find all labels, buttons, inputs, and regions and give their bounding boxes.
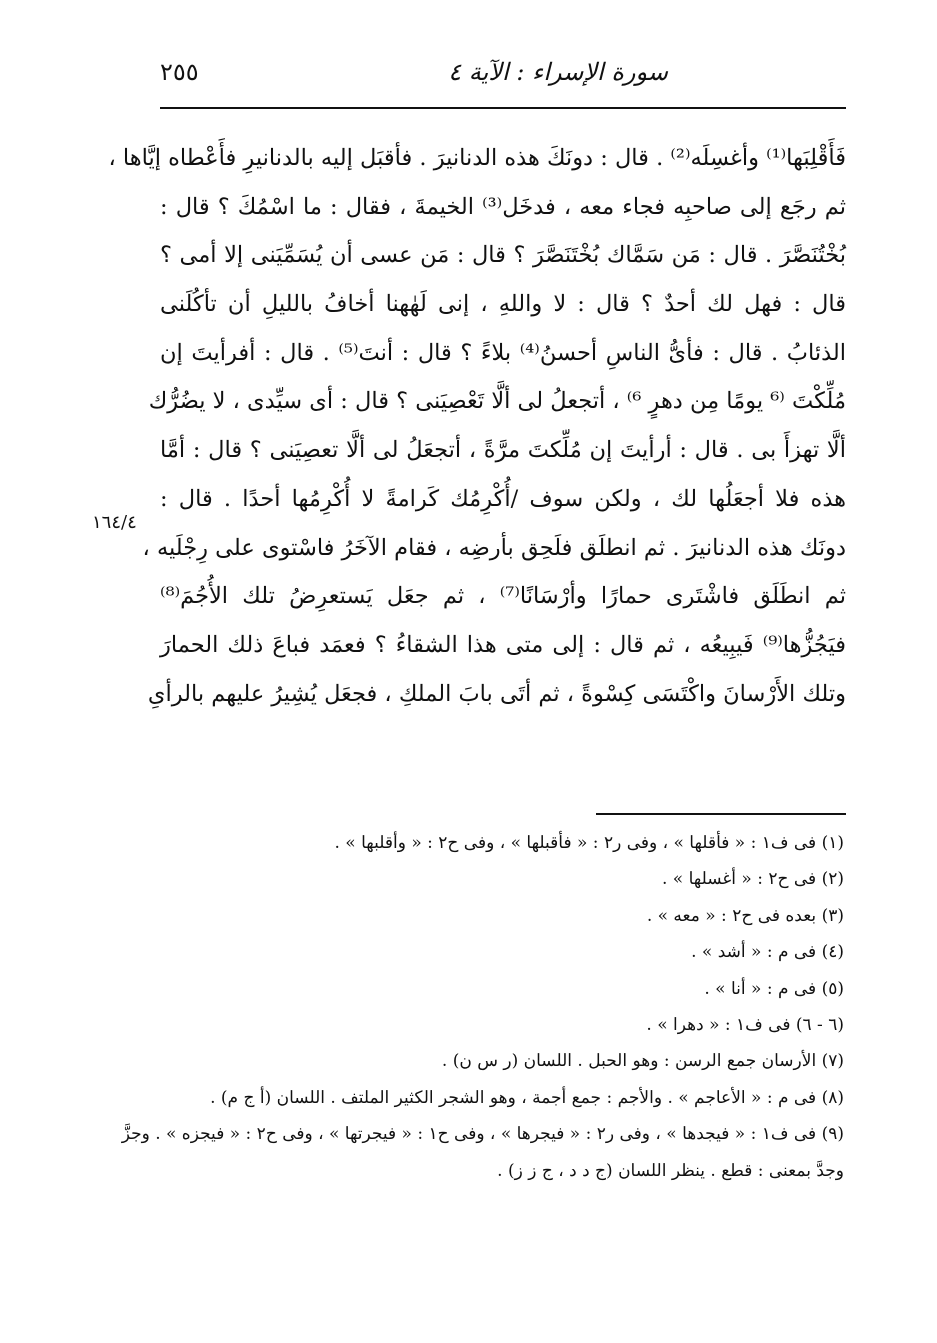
footnote: (٨) فى م : « الأعاجم » . والأجم : جمع أجمة ، وهو الشجر الكثير الملتف . اللسان (أ ج م) . [210,1087,844,1108]
footnote: (٦ - ٦) فى ف١ : « دهرا » . [646,1014,844,1035]
text-line: فيَجُزُّها⁽⁹⁾ فَيبِيعُه ، ثم قال : إلى متى هذا الشقاءُ ؟ فعمَد فباعَ ذلك الحمارَ [160,631,846,658]
footnote: (٣) بعده فى ح٢ : « معه » . [646,905,844,926]
running-header [160,56,846,92]
footnote-rule [596,813,846,815]
footnote: (١) فى ف١ : « فأقلها » ، وفى ر٢ : « فأقبلها » ، وفى ح٢ : « وأقلبها » . [334,833,844,853]
footnote: (٧) الأرسان جمع الرسن : وهو الحبل . اللسان (ر س ن) . [441,1051,844,1072]
footnote: (٢) فى ح٢ : « أغسلها » . [661,869,844,890]
text-line: بُخْتُنَصَّرَ . قال : مَن سَمَّاك بُخْتَنَصَّرَ ؟ قال : مَن عسى أن يُسَمِّيَنى إلا أمى ؟ [160,242,846,269]
page-number: ٢٥٥ [160,58,199,86]
surah-title: سورة الإسراء : الآية ٤ [448,58,668,86]
text-line: وتلك الأَرْسانَ واكْتَسَى كِسْوةً ، ثم أتَى بابَ الملكِ ، فجعَل يُشِيرُ عليهم بالرأىِ [147,680,846,707]
text-line: مُلِّكْتَ ⁽⁶ يومًا مِن دهرٍ ⁶⁾ ، أتجعلُ لى ألَّا تَعْصِيَنى ؟ قال : أى سيِّدى ، لا يضُرُّك [148,388,846,415]
footnote: (٥) فى م : « أنا » . [704,978,844,999]
footnote: (٩) فى ف١ : « فيجدها » ، وفى ر٢ : « فيجرها » ، وفى ح١ : « فيجرتها » ، وفى ح٢ : « فيجزه » . وجزَّ [121,1124,844,1145]
text-line: ثم رجَع إلى صاحبِه فجاء معه ، فدخَل⁽³⁾ الخيمةَ ، فقال : ما اسْمُكَ ؟ قال : [160,193,846,220]
header-rule [160,107,846,109]
text-line: هذه فلا أجعَلُها لك ، ولكن سوف /أُكْرِمُك كَرامةً لا أُكْرِمُها أحدًا . قال : [160,485,846,512]
text-line: ألَّا تهزأَ بى . قال : أرأيتَ إن مُلِّكتَ مرَّةً ، أتجعَلُ لى ألَّا تعصِيَنى ؟ قال : أمَّا [160,437,846,464]
text-line: فَأَقْلِبَها⁽¹⁾ وأغسِلَه⁽²⁾ . قال : دونَكَ هذه الدنانيرَ . فأقبَل إليه بالدنانيرِ فأَعْطاه إيَّاها ، [108,145,846,171]
footnotes [121,825,844,1189]
text-line: الذئابُ . قال : فأىُّ الناسِ أحسنُ⁽⁴⁾ بلاءً ؟ قال : أنتَ⁽⁵⁾ . قال : أفرأيتَ إن [160,339,847,366]
text-line: دونَك هذه الدنانيرَ . ثم انطلَق فلَحِق بأرضِه ، فقام الآخَرُ فاسْتوى على رِجْلَيه ، [142,534,846,561]
margin-reference: ١٦٤/٤ [92,512,137,533]
text-line: قال : فهل لك أحدٌ ؟ قال : لا واللهِ ، إنى لَهٰهنا أخافُ بالليلِ أن تأكُلَنى [160,291,846,318]
footnote: وجدَّ بمعنى : قطع . ينظر اللسان (ج د د ، ج ز ز) . [497,1160,844,1181]
text-line: ثم انطَلَق فاشْتَرى حمارًا وأرْسَانًا⁽⁷⁾ ، ثم جعَل يَستعرِضُ تلك الأُجُمَ⁽⁸⁾ [160,583,846,610]
footnote: (٤) فى م : « أشد » . [691,942,844,963]
